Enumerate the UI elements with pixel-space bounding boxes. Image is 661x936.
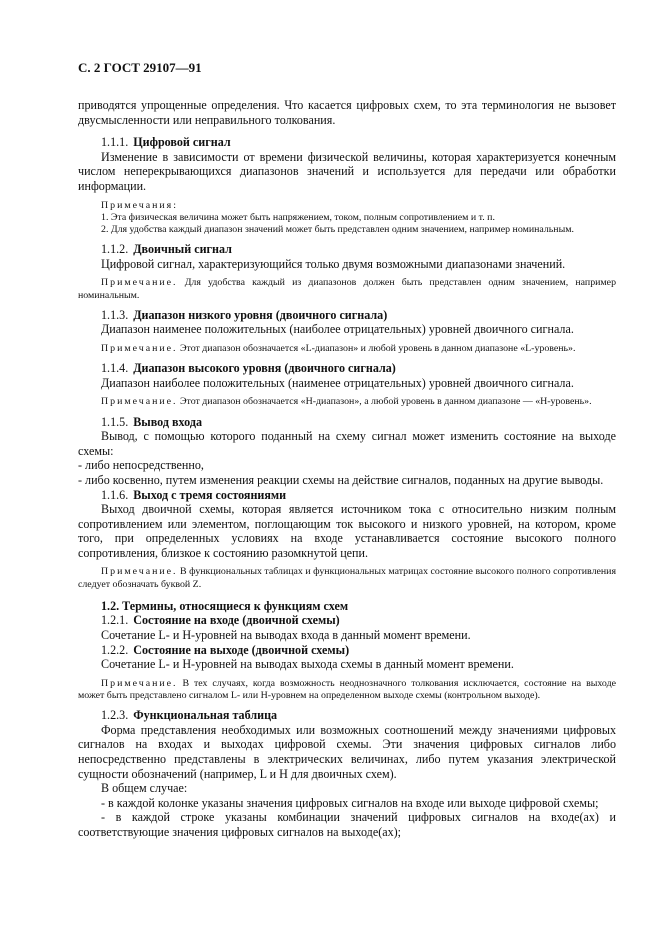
note-1-1-3: Примечание. Этот диапазон обозначается «L-диапазон» и любой уровень в данном диапазоне «L-уровень». bbox=[101, 342, 576, 354]
note-label: Примечание. bbox=[101, 677, 178, 689]
note-label: Примечание. bbox=[101, 396, 178, 408]
document-page bbox=[78, 60, 616, 840]
term-name: Состояние на входе (двоичной схемы) bbox=[133, 613, 340, 628]
term-1-2-3 bbox=[78, 708, 616, 723]
term-1-1-5-definition: Вывод, с помощью которого поданный на схему сигнал может изменить состояние на выходе схемы: bbox=[78, 429, 616, 458]
list-item: - либо косвенно, путем изменения реакции схемы на действие сигналов, поданных на другие выводы. bbox=[78, 472, 604, 487]
term-number: 1.1.5. bbox=[101, 414, 129, 429]
note-2: 2. Для удобства каждый диапазон значений может быть представлен одним значением, например номинальным. bbox=[101, 223, 574, 235]
term-number: 1.1.6. bbox=[101, 487, 129, 502]
term-1-2-1-definition: Сочетание L- и Н-уровней на выводах входа в данный момент времени. bbox=[101, 628, 471, 643]
note-label: Примечание. bbox=[101, 566, 178, 578]
note-1-1-4: Примечание. Этот диапазон обозначается «Н-диапазон», а любой уровень в данном диапазоне — «Н-уровень». bbox=[101, 396, 592, 408]
term-1-2-1 bbox=[78, 613, 616, 628]
term-1-1-4-definition: Диапазон наиболее положительных (наименее отрицательных) уровней двоичного сигнала. bbox=[101, 375, 574, 390]
term-1-1-3-definition: Диапазон наименее положительных (наиболее отрицательных) уровней двоичного сигнала. bbox=[101, 322, 574, 337]
term-number: 1.1.3. bbox=[101, 307, 129, 322]
term-name: Диапазон высокого уровня (двоичного сигнала) bbox=[133, 361, 396, 376]
term-1-1-3 bbox=[78, 308, 616, 323]
term-name: Выход с тремя состояниями bbox=[133, 487, 287, 502]
term-number: 1.1.1. bbox=[101, 135, 129, 150]
term-1-1-5 bbox=[78, 415, 616, 430]
intro-paragraph: приводятся упрощенные определения. Что касается цифровых схем, то эта терминология не вызовет двусмысленности или неправильного толкования. bbox=[78, 98, 616, 127]
term-number: 1.2.3. bbox=[101, 708, 129, 723]
term-number: 1.2.1. bbox=[101, 613, 129, 628]
note-1-1-6: Примечание. В функциональных таблицах и функциональных матрицах состояние высокого полного сопротивления следует обозначать буквой Z. bbox=[78, 566, 616, 590]
list-item: - в каждой строке указаны комбинации значений цифровых сигналов на входе(ах) и соответствующие значения цифровых сигналов на выходе(ах); bbox=[78, 810, 616, 840]
term-1-2-3-definition: Форма представления необходимых или возможных соотношений между значениями цифровых сигналов на входах и выходах цифровой схемы. Эти значения цифровых сигналов либо непосредственно представлены в электрических величинах, либо путем указания электрической сущности обозначений (например, L и Н для двоичных схем). bbox=[78, 722, 616, 781]
term-1-1-2-definition: Цифровой сигнал, характеризующийся только двумя возможными диапазонами значений. bbox=[101, 256, 566, 271]
term-1-2-2 bbox=[78, 643, 616, 658]
note-1: 1. Эта физическая величина может быть напряжением, током, полным сопротивлением и т. п. bbox=[101, 211, 495, 223]
note-1-2-2: Примечание. В тех случаях, когда возможность неоднозначного толкования исключается, состояние на выходе может быть представлено сигналом L- или Н-уровнем на определенном выходе схемы (контрольном выходе). bbox=[78, 677, 616, 702]
list-item: - либо непосредственно, bbox=[78, 458, 204, 473]
term-name: Состояние на выходе (двоичной схемы) bbox=[133, 642, 350, 657]
term-number: 1.1.4. bbox=[101, 361, 129, 376]
page-header: С. 2 ГОСТ 29107—91 bbox=[78, 60, 202, 75]
term-name: Вывод входа bbox=[133, 414, 202, 429]
term-name: Диапазон низкого уровня (двоичного сигнала) bbox=[133, 307, 388, 322]
term-1-1-6 bbox=[78, 488, 616, 503]
term-name: Двоичный сигнал bbox=[133, 242, 232, 257]
list-item: - в каждой колонке указаны значения цифровых сигналов на входе или выходе цифровой схемы; bbox=[101, 795, 599, 810]
note-label: Примечание. bbox=[101, 277, 178, 289]
term-1-1-1 bbox=[78, 135, 616, 150]
term-number: 1.2.2. bbox=[101, 642, 129, 657]
term-1-1-4 bbox=[78, 361, 616, 376]
notes-label: Примечания: bbox=[101, 199, 178, 211]
general-case-label: В общем случае: bbox=[101, 781, 188, 796]
term-1-1-1-definition: Изменение в зависимости от времени физической величины, которая характеризуется конечным числом неперекрывающихся диапазонов значений и используется для передачи или обработки информации. bbox=[78, 149, 616, 193]
term-name: Функциональная таблица bbox=[133, 708, 278, 723]
term-number: 1.1.2. bbox=[101, 242, 129, 257]
note-label: Примечание. bbox=[101, 342, 178, 354]
term-1-2-2-definition: Сочетание L- и Н-уровней на выводах выхода схемы в данный момент времени. bbox=[101, 657, 514, 672]
section-heading-1-2: 1.2. Термины, относящиеся к функциям схем bbox=[101, 598, 349, 613]
note-1-1-2: Примечание. Для удобства каждый из диапазонов должен быть представлен одним значением, например номинальным. bbox=[78, 277, 617, 301]
term-1-1-6-definition: Выход двоичной схемы, которая является источником тока с относительно низким полным сопротивлением или элементом, поглощающим ток высокого и низкого уровней, на котором, кроме того, при определенных условиях на входе устанавливается состояние высокого полного сопротивления, близкое к состоянию разомкнутой цепи. bbox=[78, 502, 616, 560]
term-name: Цифровой сигнал bbox=[133, 135, 231, 150]
term-1-1-2 bbox=[78, 242, 616, 257]
